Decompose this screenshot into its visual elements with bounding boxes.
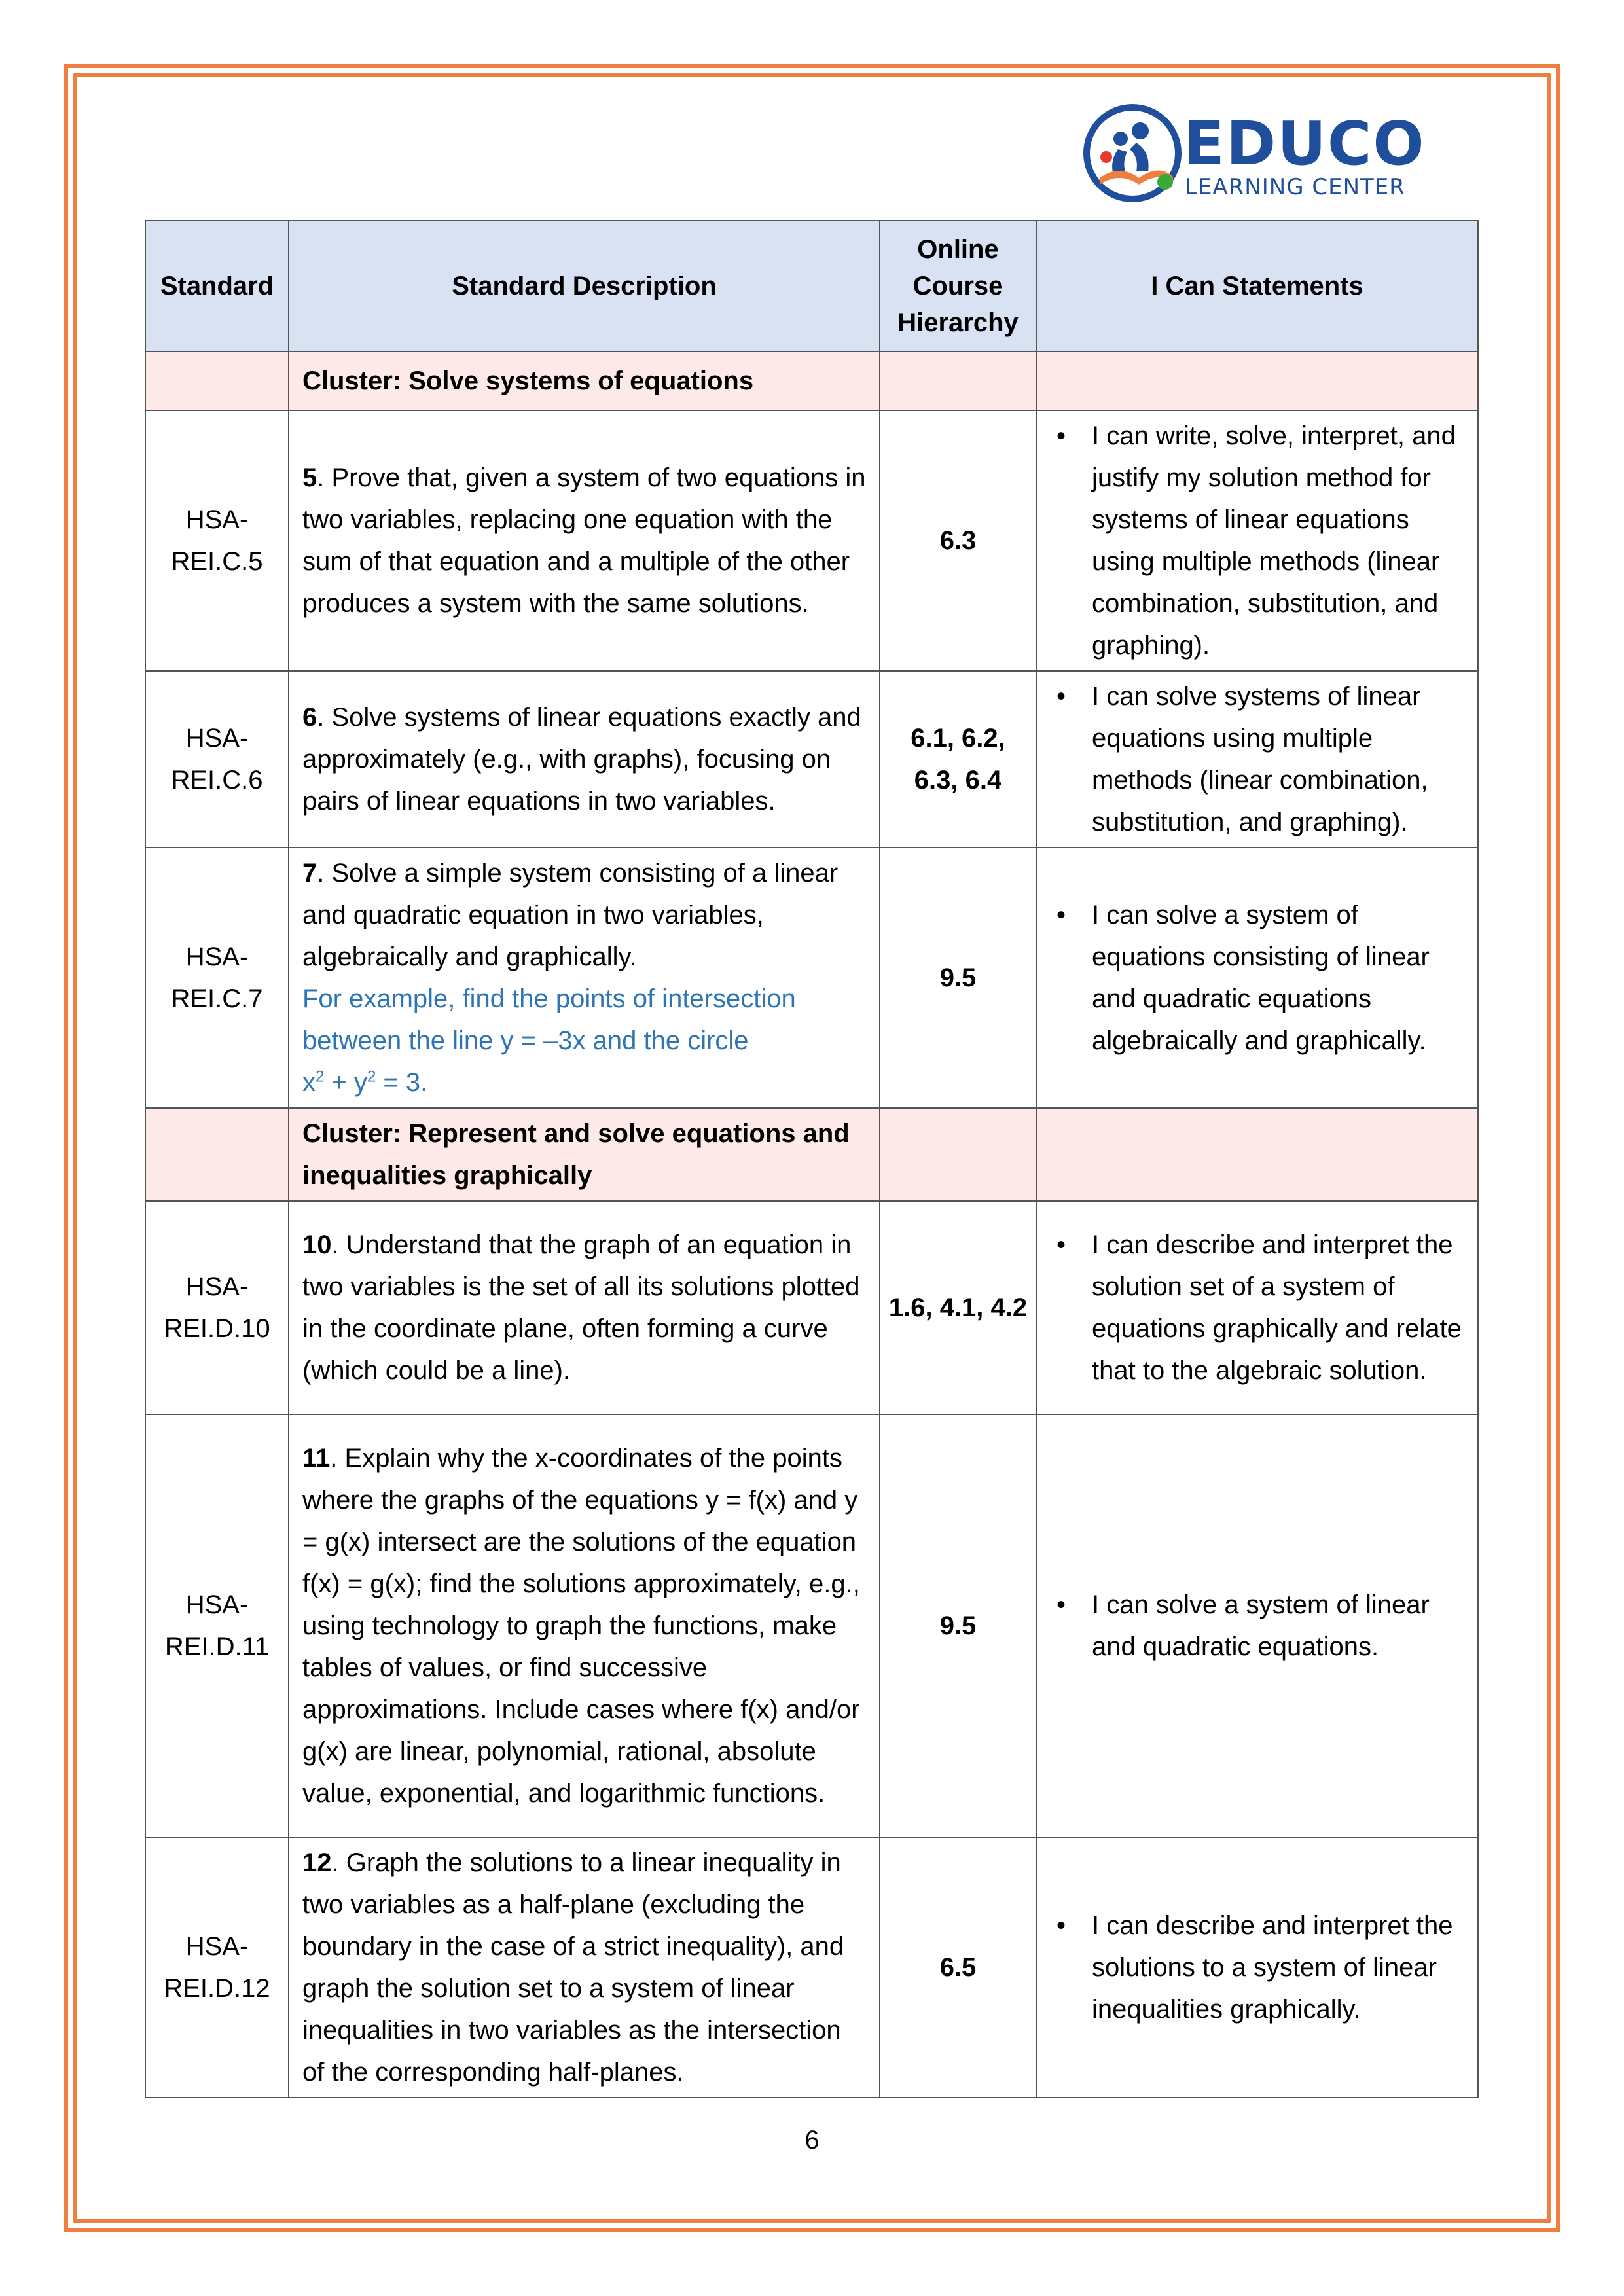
cluster-empty-cell — [1036, 1108, 1478, 1201]
educo-logo — [1080, 98, 1426, 209]
ican-statement — [1036, 1837, 1478, 2098]
cluster-title: Cluster: Solve systems of equations — [289, 351, 880, 410]
description-text: . Understand that the graph of an equation in two variables is the set of all its solutions plotted in the coordinate plane, often forming a curve (which could be a line). — [302, 1230, 860, 1385]
course-hierarchy: 6.3 — [880, 410, 1036, 671]
standard-description — [289, 1414, 880, 1837]
example-exponent: 2 — [316, 1067, 325, 1086]
table-row — [145, 1837, 1478, 2098]
description-text: . Explain why the x-coordinates of the points where the graphs of the equations y = f(x) and y = g(x) intersect are the solutions of the equation f(x) = g(x); find the solutions approximately, e.g., using technology to graph the functions, make tables of values, or find successive approximations. Include cases where f(x) and/or g(x) are linear, polynomial, rational, absolute value, exponential, and logarithmic functions. — [302, 1444, 860, 1808]
standard-number: 7 — [302, 859, 317, 888]
course-hierarchy: 6.1, 6.2, 6.3, 6.4 — [880, 671, 1036, 848]
example-sentence: For example, find the points of intersection between the line y = –3x and the circle — [302, 984, 796, 1055]
standard-number: 10 — [302, 1230, 332, 1259]
header-hierarchy: Online Course Hierarchy — [880, 221, 1036, 351]
course-hierarchy: 6.5 — [880, 1837, 1036, 2098]
header-description: Standard Description — [289, 221, 880, 351]
logo-wordmark: EDUCO — [1183, 109, 1426, 179]
description-text: . Solve a simple system consisting of a linear and quadratic equation in two variables, algebraically and graphically. — [302, 859, 839, 971]
ican-statement — [1036, 848, 1478, 1108]
header-standard: Standard — [145, 221, 289, 351]
ican-bullet: • I can describe and interpret the solutions to a system of linear inequalities graphically. — [1092, 1905, 1464, 2030]
course-hierarchy: 1.6, 4.1, 4.2 — [880, 1201, 1036, 1414]
logo-subtitle: LEARNING CENTER — [1185, 174, 1405, 200]
cluster-empty-cell — [880, 351, 1036, 410]
course-hierarchy: 9.5 — [880, 1414, 1036, 1837]
page-number: 6 — [804, 2126, 820, 2155]
standard-description — [289, 1201, 880, 1414]
description-text: . Prove that, given a system of two equations in two variables, replacing one equation with the sum of that equation and a multiple of the other produces a system with the same solutions. — [302, 463, 866, 618]
cluster-row — [145, 351, 1478, 410]
cluster-empty-cell — [880, 1108, 1036, 1201]
standard-description — [289, 671, 880, 848]
example-exponent: 2 — [367, 1067, 376, 1086]
standard-code: HSA-REI.C.6 — [145, 671, 289, 848]
standard-code: HSA-REI.D.12 — [145, 1837, 289, 2098]
standard-description — [289, 410, 880, 671]
standards-table — [145, 220, 1479, 2098]
example-text — [302, 978, 866, 1103]
cluster-empty-cell — [145, 1108, 289, 1201]
ican-bullet: • I can solve a system of linear and quadratic equations. — [1092, 1584, 1464, 1668]
educo-emblem-icon — [1080, 101, 1185, 206]
example-y: + y — [324, 1068, 367, 1097]
table-row — [145, 1201, 1478, 1414]
standard-code: HSA-REI.C.7 — [145, 848, 289, 1108]
standard-code: HSA-REI.D.10 — [145, 1201, 289, 1414]
example-x: x — [302, 1068, 316, 1097]
standard-number: 11 — [302, 1444, 331, 1473]
ican-statement — [1036, 410, 1478, 671]
standard-description — [289, 848, 880, 1108]
table-header-row — [145, 221, 1478, 351]
ican-statement — [1036, 1414, 1478, 1837]
standard-number: 6 — [302, 703, 317, 732]
standard-description — [289, 1837, 880, 2098]
standard-number: 5 — [302, 463, 317, 492]
cluster-title: Cluster: Represent and solve equations and inequalities graphically — [289, 1108, 880, 1201]
standard-number: 12 — [302, 1848, 332, 1877]
ican-statement — [1036, 1201, 1478, 1414]
cluster-row — [145, 1108, 1478, 1201]
table-row — [145, 671, 1478, 848]
course-hierarchy: 9.5 — [880, 848, 1036, 1108]
table-row — [145, 410, 1478, 671]
table-row — [145, 848, 1478, 1108]
ican-bullet: • I can write, solve, interpret, and justify my solution method for systems of linear equations using multiple methods (linear combination, substitution, and graphing). — [1092, 415, 1464, 666]
cluster-empty-cell — [1036, 351, 1478, 410]
table-row — [145, 1414, 1478, 1837]
standard-code: HSA-REI.D.11 — [145, 1414, 289, 1837]
ican-bullet: • I can describe and interpret the solution set of a system of equations graphically and relate that to the algebraic solution. — [1092, 1224, 1464, 1391]
description-text: . Solve systems of linear equations exactly and approximately (e.g., with graphs), focusing on pairs of linear equations in two variables. — [302, 703, 861, 816]
ican-statement — [1036, 671, 1478, 848]
example-equals: = 3. — [376, 1068, 428, 1097]
cluster-empty-cell — [145, 351, 289, 410]
ican-bullet: • I can solve systems of linear equations using multiple methods (linear combination, substitution, and graphing). — [1092, 675, 1464, 843]
standard-code: HSA-REI.C.5 — [145, 410, 289, 671]
ican-bullet: • I can solve a system of equations consisting of linear and quadratic equations algebraically and graphically. — [1092, 894, 1464, 1062]
header-ican: I Can Statements — [1036, 221, 1478, 351]
description-text: . Graph the solutions to a linear inequality in two variables as a half-plane (excluding the boundary in the case of a strict inequality), and graph the solution set to a system of linear inequalities in two variables as the intersection of the corresponding half-planes. — [302, 1848, 844, 2087]
